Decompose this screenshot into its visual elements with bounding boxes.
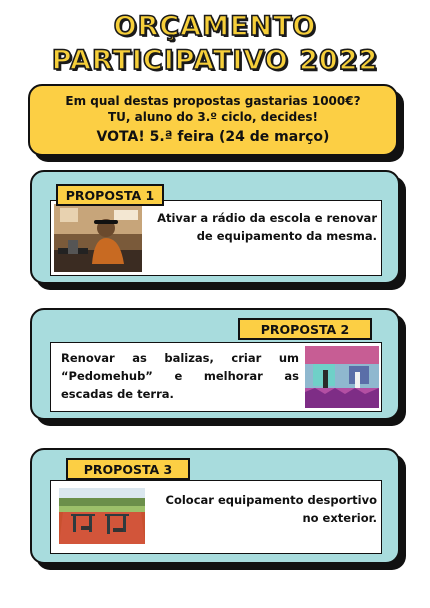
proposal-1-card <box>50 200 382 276</box>
intro-audience: TU, aluno do 3.º ciclo, decides! <box>108 110 318 124</box>
page-title-line1: ORÇAMENTO <box>113 11 317 42</box>
intro-question: Em qual destas propostas gastarias 1000€? <box>65 94 361 108</box>
proposal-1-image <box>54 204 142 272</box>
intro-vote: VOTA! 5.ª feira (24 de março) <box>96 129 330 145</box>
proposal-1-panel <box>30 170 400 284</box>
proposal-3-image <box>59 488 145 544</box>
proposal-1-tag: PROPOSTA 1 <box>56 184 164 206</box>
proposal-2-image <box>305 346 379 408</box>
proposal-3-tag: PROPOSTA 3 <box>66 458 190 480</box>
proposal-2-text: Renovar as balizas, criar um “Pedomehub” e melhorar as escadas de terra. <box>61 351 299 401</box>
proposal-3-card <box>50 480 382 554</box>
proposal-3-text: Colocar equipamento desportivo no exterior. <box>165 493 377 525</box>
intro-box <box>28 84 398 156</box>
proposal-2-card <box>50 342 382 412</box>
page-title-line2: PARTICIPATIVO 2022 <box>51 45 379 76</box>
proposal-2-tag: PROPOSTA 2 <box>238 318 372 340</box>
proposal-1-text: Ativar a rádio da escola e renovar de equipamento da mesma. <box>157 211 377 243</box>
proposal-3-panel <box>30 448 400 564</box>
proposal-2-panel <box>30 308 400 420</box>
